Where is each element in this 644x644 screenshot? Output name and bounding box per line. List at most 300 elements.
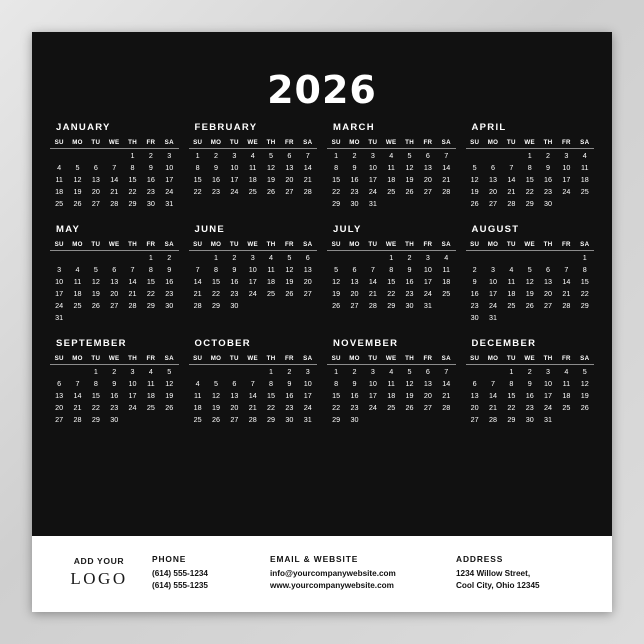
day-cell: 27 [350,301,359,311]
day-cell: 24 [230,187,239,197]
day-cell: 18 [387,174,396,184]
day-cell: 2 [407,252,412,262]
day-cell: 18 [73,289,82,299]
month-calendar-table [327,355,456,426]
day-cell: 30 [405,301,414,311]
day-cell: 16 [165,276,174,286]
footer-email-line-1: info@yourcompanywebsite.com [270,569,396,578]
week-row [189,161,318,173]
day-cell: 17 [368,391,377,401]
weekday-header-cell: FR [280,139,298,149]
weekday-header-cell: MO [68,241,86,251]
day-cell-empty [557,198,575,210]
week-row [50,198,179,210]
day-cell: 9 [287,378,292,388]
day-cell: 15 [525,174,534,184]
day-cell: 31 [165,199,174,209]
day-cell: 3 [491,264,496,274]
day-cell: 28 [368,301,377,311]
day-cell: 4 [148,366,153,376]
day-cell: 7 [564,264,569,274]
day-cell: 22 [212,289,221,299]
day-cell: 12 [405,378,414,388]
day-cell-empty [576,312,594,324]
day-cell: 25 [387,187,396,197]
day-cell: 26 [525,301,534,311]
month-calendar-table [50,241,179,324]
day-cell-empty [484,250,502,263]
day-cell: 12 [91,276,100,286]
day-cell: 2 [352,150,357,160]
day-cell: 17 [423,276,432,286]
day-cell: 14 [110,174,119,184]
day-cell: 9 [148,162,153,172]
weekday-header-cell: FR [557,355,575,365]
day-cell: 21 [303,174,312,184]
month-block [50,338,179,426]
day-cell: 27 [303,289,312,299]
day-cell: 29 [128,199,137,209]
weekday-header-cell: MO [484,355,502,365]
day-cell: 12 [470,174,479,184]
day-cell: 31 [489,313,498,323]
day-cell: 8 [130,162,135,172]
day-cell: 15 [332,174,341,184]
week-row [50,414,179,426]
week-row [189,389,318,401]
day-cell: 10 [248,264,257,274]
weekday-header-cell: WE [521,139,539,149]
day-cell: 17 [544,391,553,401]
day-cell-empty [539,312,557,324]
day-cell: 5 [334,264,339,274]
day-cell-empty [419,312,437,317]
day-cell: 6 [472,378,477,388]
month-calendar-table [466,139,595,210]
month-calendar-table [466,355,595,426]
weekday-header-cell: TH [539,241,557,251]
day-cell: 14 [507,174,516,184]
day-cell: 8 [214,264,219,274]
day-cell: 25 [507,301,516,311]
day-cell: 23 [350,187,359,197]
week-row [466,312,595,324]
month-name: NOVEMBER [333,338,399,350]
day-cell: 1 [214,252,219,262]
weekday-header-cell: TU [87,355,105,365]
day-cell: 5 [214,378,219,388]
weekday-header-cell: SU [327,139,345,149]
weekday-header-cell: SA [160,355,178,365]
day-cell: 12 [165,378,174,388]
week-row [327,198,456,210]
weekday-header-cell: SA [576,139,594,149]
day-cell: 13 [423,378,432,388]
day-cell: 13 [285,162,294,172]
footer-phone-line-1: (614) 555-1234 [152,569,208,578]
week-row [466,365,595,378]
day-cell: 31 [423,301,432,311]
day-cell: 19 [332,289,341,299]
day-cell: 28 [507,199,516,209]
day-cell: 19 [212,403,221,413]
day-cell: 13 [91,174,100,184]
day-cell-empty [68,149,86,162]
day-cell: 26 [212,415,221,425]
day-cell: 15 [580,276,589,286]
weekday-header-cell: SA [437,355,455,365]
weekday-header-cell: MO [207,355,225,365]
day-cell: 3 [425,252,430,262]
weekday-header-row [327,139,456,149]
weekday-header-cell: TH [539,355,557,365]
day-cell: 19 [580,391,589,401]
day-cell: 13 [110,276,119,286]
day-cell: 14 [248,391,257,401]
weekday-header-cell: SU [50,355,68,365]
day-cell: 25 [580,187,589,197]
day-cell: 30 [110,415,119,425]
week-row [327,377,456,389]
day-cell-empty [419,414,437,426]
day-cell-empty [557,414,575,426]
page-title: 2026 [267,68,377,112]
day-cell: 16 [470,289,479,299]
day-cell: 30 [470,313,479,323]
day-cell-empty [189,250,207,263]
day-cell: 16 [544,174,553,184]
day-cell: 5 [269,150,274,160]
day-cell: 14 [303,162,312,172]
day-cell: 21 [442,391,451,401]
footer-address-column [456,550,598,592]
day-cell: 26 [405,187,414,197]
weekday-header-row [189,241,318,251]
day-cell: 20 [423,391,432,401]
day-cell: 23 [212,187,221,197]
day-cell: 27 [91,199,100,209]
month-name: JANUARY [56,122,111,133]
day-cell: 24 [248,289,257,299]
day-cell: 29 [507,415,516,425]
month-block [466,122,595,210]
day-cell: 2 [148,150,153,160]
weekday-header-cell: TH [262,241,280,251]
day-cell: 24 [368,187,377,197]
day-cell-empty [437,300,455,312]
day-cell: 4 [195,378,200,388]
week-row [189,173,318,185]
day-cell-empty [225,365,243,378]
day-cell: 13 [303,264,312,274]
month-name: SEPTEMBER [56,338,127,350]
day-cell: 1 [389,252,394,262]
day-cell-empty [262,300,280,312]
weekday-header-cell: TH [400,241,418,251]
day-cell: 12 [332,276,341,286]
day-cell-empty [68,312,86,324]
day-cell-empty [400,414,418,426]
day-cell: 13 [55,391,64,401]
weekday-header-row [50,139,179,149]
week-row [327,414,456,426]
day-cell: 19 [525,289,534,299]
day-cell: 11 [387,162,395,172]
day-cell: 6 [352,264,357,274]
month-name: MARCH [333,122,375,133]
day-cell: 11 [507,276,516,286]
week-row [327,389,456,401]
weekday-header-cell: TH [123,355,141,365]
day-cell: 16 [110,391,119,401]
day-cell: 8 [334,162,339,172]
day-cell: 25 [146,403,155,413]
day-cell: 10 [55,276,64,286]
day-cell: 24 [128,403,137,413]
day-cell: 23 [405,289,414,299]
month-calendar-table [327,241,456,317]
months-grid [32,122,612,426]
day-cell-empty [437,198,455,210]
day-cell-empty [400,312,418,317]
day-cell: 28 [73,415,82,425]
day-cell: 26 [405,403,414,413]
week-row [189,300,318,312]
day-cell: 29 [332,199,341,209]
day-cell: 5 [167,366,172,376]
weekday-header-cell: SA [160,241,178,251]
day-cell-empty [327,312,345,317]
day-cell: 5 [407,150,412,160]
day-cell-empty [189,312,207,317]
day-cell-empty [50,365,68,378]
day-cell: 22 [128,187,137,197]
week-row [466,250,595,263]
day-cell: 23 [230,289,239,299]
month-block [50,122,179,210]
day-cell: 22 [507,403,516,413]
day-cell-empty [419,198,437,210]
week-row [50,377,179,389]
day-cell-empty [68,250,86,263]
day-cell: 14 [562,276,571,286]
day-cell: 1 [130,150,135,160]
day-cell: 4 [389,150,394,160]
day-cell: 15 [212,276,221,286]
day-cell: 29 [212,301,221,311]
month-name: JUNE [194,223,226,235]
footer-contact-bar [32,536,612,612]
day-cell-empty [160,414,178,426]
day-cell: 10 [128,378,137,388]
day-cell: 20 [350,289,359,299]
week-row [327,250,456,263]
week-row [189,377,318,389]
day-cell: 14 [442,378,451,388]
day-cell: 8 [148,264,153,274]
day-cell: 15 [332,391,341,401]
footer-address-line-2: Cool City, Ohio 12345 [456,580,540,590]
day-cell: 2 [472,264,477,274]
day-cell: 13 [230,391,239,401]
weekday-header-row [327,241,456,251]
day-cell: 30 [230,301,239,311]
day-cell: 16 [285,391,294,401]
weekday-header-cell: MO [68,139,86,149]
day-cell: 20 [230,403,239,413]
day-cell-empty [576,198,594,210]
weekday-header-row [466,139,595,149]
week-row [189,149,318,162]
day-cell: 17 [55,289,64,299]
day-cell: 15 [267,391,276,401]
day-cell: 9 [546,162,551,172]
month-name: MAY [56,223,81,235]
day-cell: 29 [146,301,155,311]
week-row [189,198,318,203]
day-cell: 7 [75,378,80,388]
footer-phone-line-2: (614) 555-1235 [152,580,208,590]
day-cell: 26 [580,403,589,413]
week-row [466,161,595,173]
day-cell-empty [466,365,484,378]
week-row [50,173,179,185]
day-cell: 28 [110,199,119,209]
weekday-header-cell: SA [576,355,594,365]
day-cell: 7 [509,162,514,172]
day-cell-empty [207,365,225,378]
day-cell: 4 [444,252,449,262]
day-cell: 11 [73,276,82,286]
day-cell: 29 [387,301,396,311]
day-cell-empty [280,198,298,203]
day-cell: 10 [368,162,377,172]
weekday-header-cell: TH [123,139,141,149]
day-cell: 16 [350,174,359,184]
day-cell: 19 [285,276,294,286]
day-cell: 3 [232,150,237,160]
weekday-header-cell: TH [262,139,280,149]
week-row [50,312,179,324]
day-cell: 21 [73,403,82,413]
weekday-header-row [466,241,595,251]
day-cell: 25 [267,289,276,299]
week-row [466,402,595,414]
day-cell: 3 [564,150,569,160]
weekday-header-cell: MO [345,139,363,149]
weekday-header-cell: TH [400,139,418,149]
day-cell: 16 [525,391,534,401]
day-cell-empty [280,312,298,317]
day-cell-empty [87,250,105,263]
day-cell: 18 [248,174,257,184]
weekday-header-cell: TU [87,241,105,251]
day-cell: 2 [527,366,532,376]
weekday-header-cell: TH [400,355,418,365]
day-cell-empty [244,312,262,317]
weekday-header-cell: TU [364,241,382,251]
week-row [50,186,179,198]
day-cell: 12 [405,162,414,172]
weekday-header-cell: SA [299,241,317,251]
week-row [466,173,595,185]
day-cell: 10 [165,162,174,172]
weekday-header-cell: FR [280,241,298,251]
week-row [50,300,179,312]
day-cell: 15 [146,276,155,286]
weekday-header-cell: MO [484,241,502,251]
calendar-poster [32,32,612,612]
day-cell-empty [50,149,68,162]
day-cell: 27 [470,415,479,425]
day-cell: 18 [267,276,276,286]
day-cell: 27 [55,415,64,425]
day-cell: 5 [75,162,80,172]
day-cell: 11 [55,174,63,184]
day-cell-empty [299,198,317,203]
day-cell: 21 [128,289,137,299]
weekday-header-cell: SU [189,241,207,251]
weekday-header-cell: FR [142,355,160,365]
day-cell: 19 [470,187,479,197]
day-cell: 27 [423,403,432,413]
week-row [50,365,179,378]
day-cell: 21 [110,187,119,197]
day-cell: 17 [128,391,137,401]
day-cell-empty [437,414,455,426]
day-cell: 21 [193,289,202,299]
day-cell: 21 [562,289,571,299]
weekday-header-cell: FR [557,139,575,149]
day-cell: 1 [195,150,200,160]
day-cell-empty [521,250,539,263]
day-cell: 19 [405,174,414,184]
day-cell: 10 [368,378,377,388]
day-cell: 22 [387,289,396,299]
week-row [189,186,318,198]
day-cell-empty [364,250,382,263]
day-cell: 5 [527,264,532,274]
day-cell: 23 [525,403,534,413]
week-row [466,414,595,426]
day-cell: 6 [546,264,551,274]
day-cell: 29 [525,199,534,209]
week-row [466,186,595,198]
day-cell-empty [466,250,484,263]
day-cell: 26 [470,199,479,209]
day-cell: 17 [562,174,571,184]
day-cell: 23 [470,301,479,311]
day-cell-empty [262,198,280,203]
day-cell: 1 [148,252,153,262]
day-cell: 7 [112,162,117,172]
month-block [466,338,595,426]
day-cell: 13 [470,391,479,401]
month-name: AUGUST [471,223,520,235]
week-row [327,149,456,162]
month-block [189,122,318,210]
day-cell-empty [189,365,207,378]
day-cell-empty [68,365,86,378]
weekday-header-cell: TU [225,355,243,365]
footer-email-column [270,550,456,592]
weekday-header-cell: TU [502,241,520,251]
day-cell: 27 [285,187,294,197]
week-row [50,288,179,300]
month-block [327,338,456,426]
day-cell-empty [484,149,502,162]
day-cell: 12 [285,264,294,274]
